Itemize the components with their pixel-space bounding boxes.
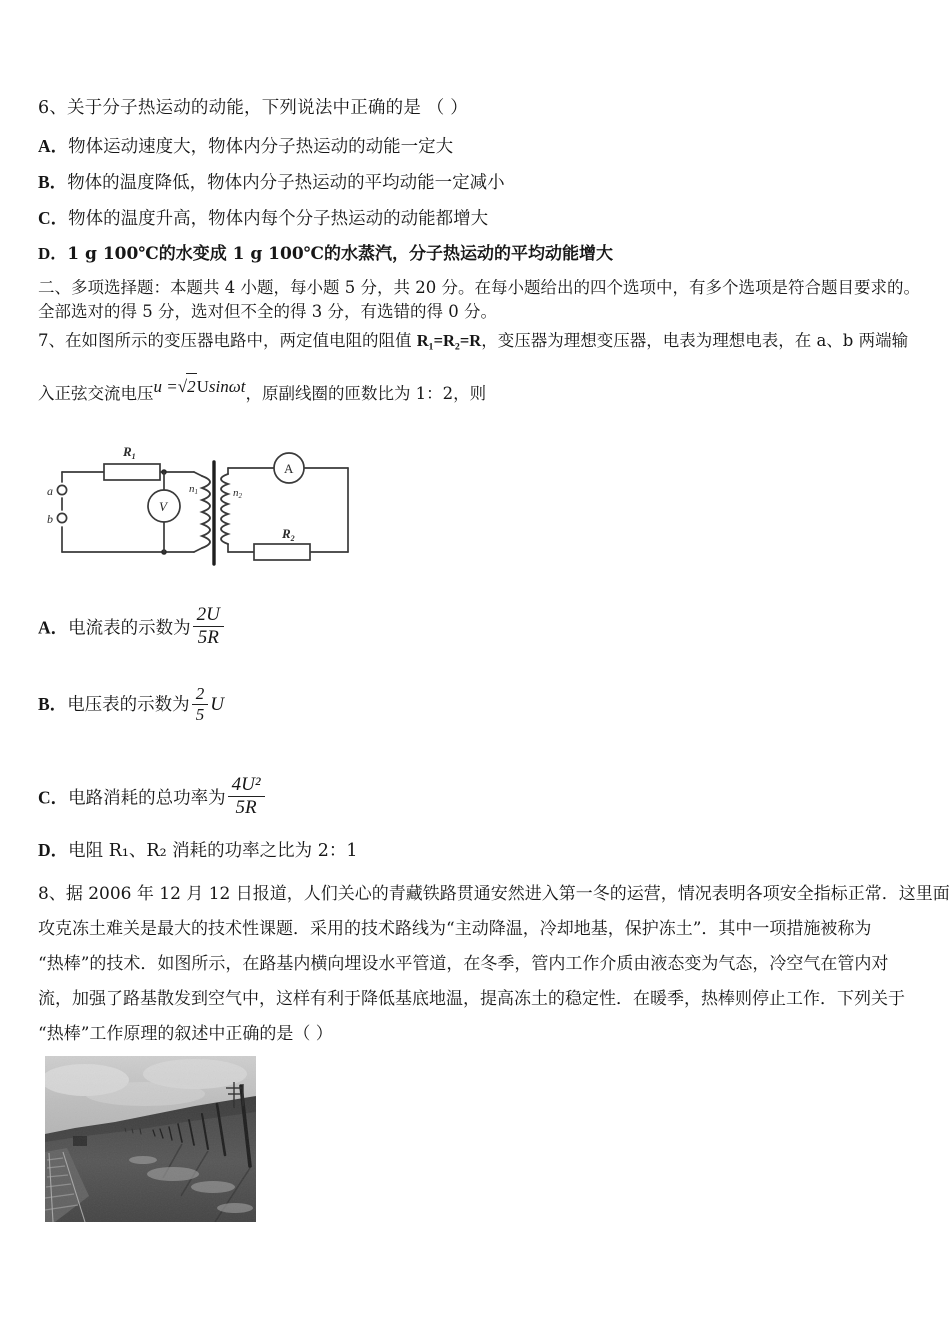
fraction-numerator: 2U: [193, 605, 224, 627]
option-d-label: D．: [38, 840, 69, 860]
question7-resistor-equation: R₁=R₂=R: [416, 331, 482, 350]
question7-option-b: [38, 685, 224, 724]
circuit-terminal-b: b: [47, 512, 53, 526]
question8-line4: 流，加强了路基散发到空气中，这样有利于降低基底地温，提高冻土的稳定性．在暖季，热棒则停止工作．下列关于: [38, 989, 905, 1009]
question6-option-b: [38, 170, 505, 196]
question7-option-c: [38, 775, 267, 818]
option-c-label: C．: [38, 787, 69, 808]
thermosyphon-railway-photo: [45, 1056, 256, 1222]
circuit-terminal-a: a: [47, 484, 53, 498]
question7-stem-part2: ，变压器为理想变压器，电表为理想电表，在 a、b 两端输: [481, 331, 909, 350]
circuit-label-r2: $R_2$: [282, 526, 295, 543]
question6-option-a: [38, 134, 453, 160]
question8-line2: 攻克冻土难关是最大的技术性课题．采用的技术路线为“主动降温，冷却地基，保护冻土”．其中一项措施被称为: [38, 919, 872, 939]
circuit-label-n1: n1: [189, 483, 198, 496]
option-a-label: A．: [38, 136, 69, 156]
fraction-denominator: 5R: [197, 626, 219, 648]
option-c-text: 物体的温度升高，物体内每个分子热运动的动能都增大: [68, 209, 489, 229]
question7-stem-prefix: 入正弦交流电压: [38, 384, 154, 403]
option-a-text: 电流表的示数为: [68, 618, 191, 639]
section2-heading-line1: 二、多项选择题：本题共 4 小题，每小题 5 分，共 20 分。在每小题给出的四个选项中，有多个选项是符合题目要求的。: [38, 278, 920, 297]
question7-stem-line1: [38, 329, 908, 354]
transformer-circuit-diagram: [42, 424, 372, 574]
question7-stem-line2: [38, 377, 487, 407]
circuit-label-r1: $R_1$: [123, 444, 136, 461]
question7-stem-part1: 7、在如图所示的变压器电路中，两定值电阻的阻值: [38, 331, 417, 350]
question8-line3: “热棒”的技术．如图所示，在路基内横向埋设水平管道，在冬季，管内工作介质由液态变为气态，冷空气在管内对: [38, 954, 889, 974]
question6-stem: 6、关于分子热运动的动能，下列说法中正确的是 （ ）: [38, 98, 468, 118]
question7-option-d: [38, 838, 357, 864]
option-d-text: 1 g 100℃的水变成 1 g 100℃的水蒸汽，分子热运动的平均动能增大: [67, 244, 614, 264]
option-a-label: A．: [38, 617, 69, 638]
question7-stem-suffix: ，原副线圈的匝数比为 1：2，则: [245, 384, 487, 403]
circuit-label-ammeter: A: [284, 461, 294, 476]
option-d-text: 电阻 R₁、R₂ 消耗的功率之比为 2：1: [68, 841, 358, 861]
option-c-text: 电路消耗的总功率为: [68, 788, 226, 809]
fraction-denominator: 5R: [235, 796, 257, 818]
question7-voltage-formula: u =√2Usinωt: [154, 377, 246, 396]
fraction-numerator: 4U²: [228, 775, 265, 797]
option-b-label: B．: [38, 694, 68, 715]
fraction-denominator: 5: [195, 704, 205, 724]
option-c-fraction: [228, 775, 265, 818]
option-d-label: D．: [38, 244, 68, 263]
option-b-text: 物体的温度降低，物体内分子热运动的平均动能一定减小: [67, 173, 505, 193]
question8-line5: “热棒”工作原理的叙述中正确的是（ ）: [38, 1024, 333, 1044]
question6-option-c: [38, 206, 488, 232]
circuit-label-voltmeter: V: [159, 499, 167, 514]
option-a-text: 物体运动速度大，物体内分子热运动的动能一定大: [68, 137, 454, 157]
section2-heading-line2: 全部选对的得 5 分，选对但不全的得 3 分，有选错的得 0 分。: [38, 302, 497, 321]
option-b-label: B．: [38, 172, 68, 192]
question7-option-a: [38, 605, 226, 648]
option-b-fraction: [192, 685, 209, 724]
question6-option-d: [38, 242, 613, 267]
option-c-label: C．: [38, 208, 69, 228]
option-b-trailing: U: [210, 694, 224, 716]
question8-line1: 8、据 2006 年 12 月 12 日报道，人们关心的青藏铁路贯通安然进入第一冬的运营，情况表明各项安全指标正常．这里面: [38, 884, 950, 904]
option-a-fraction: [193, 605, 224, 648]
fraction-numerator: 2: [192, 685, 209, 705]
circuit-label-n2: n2: [233, 487, 242, 500]
option-b-text: 电压表的示数为: [67, 695, 190, 716]
